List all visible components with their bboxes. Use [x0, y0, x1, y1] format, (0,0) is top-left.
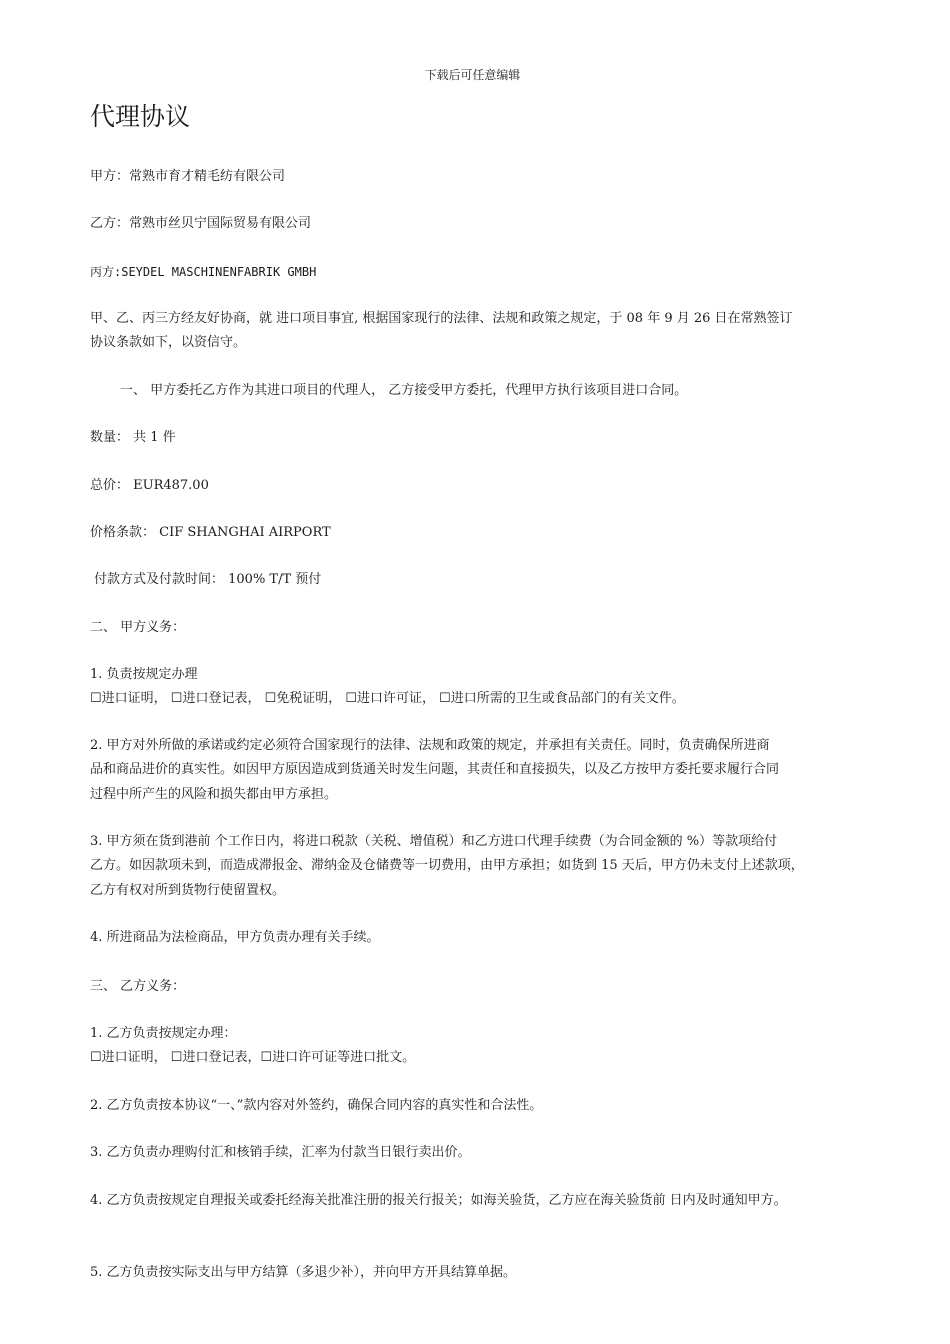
section-2-item-4: 4. 所进商品为法检商品，甲方负责办理有关手续。	[90, 930, 380, 945]
party-b: 乙方：常熟市丝贝宁国际贸易有限公司	[90, 216, 312, 231]
document-title: 代理协议	[90, 102, 191, 131]
section-2-item-1: 1. 负责按规定办理	[90, 667, 198, 682]
section-2-item-3-line-2: 乙方。如因款项未到，而造成滞报金、滞纳金及仓储费等一切费用，由甲方承担；如货到 15 天后，甲方仍未支付上述款项，	[90, 858, 804, 873]
section-3-item-5: 5. 乙方负责按实际支出与甲方结算（多退少补），并向甲方开具结算单据。	[90, 1265, 517, 1280]
section-2-heading: 二、 甲方义务：	[90, 620, 186, 635]
section-2-item-2-line-3: 过程中所产生的风险和损失都由甲方承担。	[90, 787, 338, 802]
section-2-item-3-line-3: 乙方有权对所到货物行使留置权。	[90, 883, 286, 898]
section-2-item-1-options: ☐进口证明， ☐进口登记表， ☐免税证明， ☐进口许可证， ☐进口所需的卫生或食品部门的有关文件。	[90, 691, 685, 706]
quantity: 数量： 共 1 件	[90, 430, 176, 445]
section-2-item-2-line-1: 2. 甲方对外所做的承诺或约定必须符合国家现行的法律、法规和政策的规定，并承担有关责任。同时，负责确保所进商	[90, 738, 770, 753]
intro-line-2: 协议条款如下，以资信守。	[90, 335, 247, 350]
section-3-item-1-options: ☐进口证明， ☐进口登记表，☐进口许可证等进口批文。	[90, 1050, 416, 1065]
party-a: 甲方：常熟市育才精毛纺有限公司	[90, 169, 286, 184]
party-c: 丙方:SEYDEL MASCHINENFABRIK GMBH	[90, 265, 317, 279]
section-3-item-4: 4. 乙方负责按规定自理报关或委托经海关批准注册的报关行报关；如海关验货，乙方应在海关验货前 日内及时通知甲方。	[90, 1193, 787, 1208]
section-3-item-2: 2. 乙方负责按本协议“一、”款内容对外签约，确保合同内容的真实性和合法性。	[90, 1098, 543, 1113]
section-3-heading: 三、 乙方义务：	[90, 979, 186, 994]
clause-1: 一、 甲方委托乙方作为其进口项目的代理人， 乙方接受甲方委托，代理甲方执行该项目进口合同。	[120, 383, 688, 398]
section-3-item-3: 3. 乙方负责办理购付汇和核销手续，汇率为付款当日银行卖出价。	[90, 1145, 471, 1160]
intro-line-1: 甲、乙、丙三方经友好协商，就 进口项目事宜, 根据国家现行的法律、法规和政策之规定，于 08 年 9 月 26 日在常熟签订	[90, 311, 793, 326]
total-price: 总价： EUR487.00	[90, 478, 209, 493]
price-terms: 价格条款： CIF SHANGHAI AIRPORT	[90, 525, 331, 540]
payment-terms: 付款方式及付款时间： 100% T/T 预付	[94, 572, 322, 587]
section-2-item-2-line-2: 品和商品进价的真实性。如因甲方原因造成到货通关时发生问题，其责任和直接损失，以及乙方按甲方委托要求履行合同	[90, 762, 780, 777]
section-2-item-3-line-1: 3. 甲方须在货到港前 个工作日内，将进口税款（关税、增值税）和乙方进口代理手续费（为合同金额的 %）等款项给付	[90, 834, 778, 849]
section-3-item-1: 1. 乙方负责按规定办理：	[90, 1026, 237, 1041]
page-header: 下载后可任意编辑	[424, 68, 521, 82]
